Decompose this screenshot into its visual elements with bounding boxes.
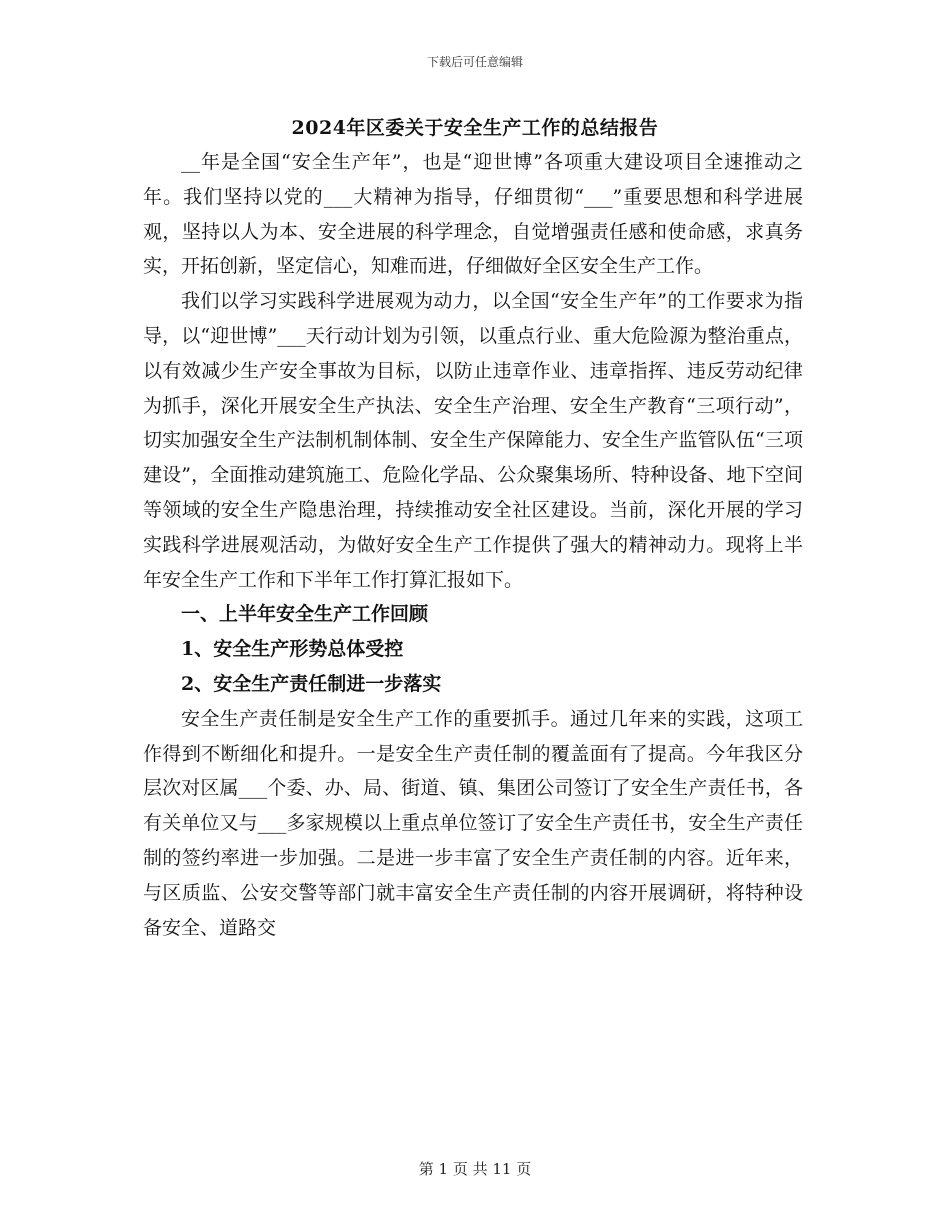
paragraph-intro: __年是全国“安全生产年”，也是“迎世博”各项重大建设项目全速推动之年。我们坚持以党的___大精神为指导，仔细贯彻“___”重要思想和科学进展观，坚持以人为本、安全进展的科学理念，自觉增强责任感和使命感，求真务实，开拓创新，坚定信心，知难而进，仔细做好全区安全生产工作。 bbox=[143, 151, 803, 278]
page-header: 下载后可任意编辑 bbox=[426, 55, 523, 69]
section-heading-1: 一、上半年安全生产工作回顾 bbox=[181, 603, 429, 626]
section-heading-2: 1、安全生产形势总体受控 bbox=[181, 638, 404, 661]
page-number-footer: 第 1 页 共 11 页 bbox=[418, 1160, 532, 1178]
section-heading-3: 2、安全生产责任制进一步落实 bbox=[181, 672, 442, 695]
document-body bbox=[143, 145, 803, 945]
paragraph-responsibility: 安全生产责任制是安全生产工作的重要抓手。通过几年来的实践，这项工作得到不断细化和提升。一是安全生产责任制的覆盖面有了提高。今年我区分层次对区属___个委、办、局、街道、镇、集团公司签订了安全生产责任书，各有关单位又与___多家规模以上重点单位签订了安全生产责任书，安全生产责任制的签约率进一步加强。二是进一步丰富了安全生产责任制的内容。近年来，与区质监、公安交警等部门就丰富安全生产责任制的内容开展调研，将特种设备安全、道路交 bbox=[143, 707, 803, 939]
paragraph-overview: 我们以学习实践科学进展观为动力，以全国“安全生产年”的工作要求为指导，以“迎世博”___天行动计划为引领，以重点行业、重大危险源为整治重点，以有效减少生产安全事故为目标，以防止违章作业、违章指挥、违反劳动纪律为抓手，深化开展安全生产执法、安全生产治理、安全生产教育“三项行动”，切实加强安全生产法制机制体制、安全生产保障能力、安全生产监管队伍“三项建设”，全面推动建筑施工、危险化学品、公众聚集场所、特种设备、地下空间等领域的安全生产隐患治理，持续推动安全社区建设。当前，深化开展的学习实践科学进展观活动，为做好安全生产工作提供了强大的精神动力。现将上半年安全生产工作和下半年工作打算汇报如下。 bbox=[143, 290, 803, 591]
document-title: 2024年区委关于安全生产工作的总结报告 bbox=[291, 117, 659, 139]
